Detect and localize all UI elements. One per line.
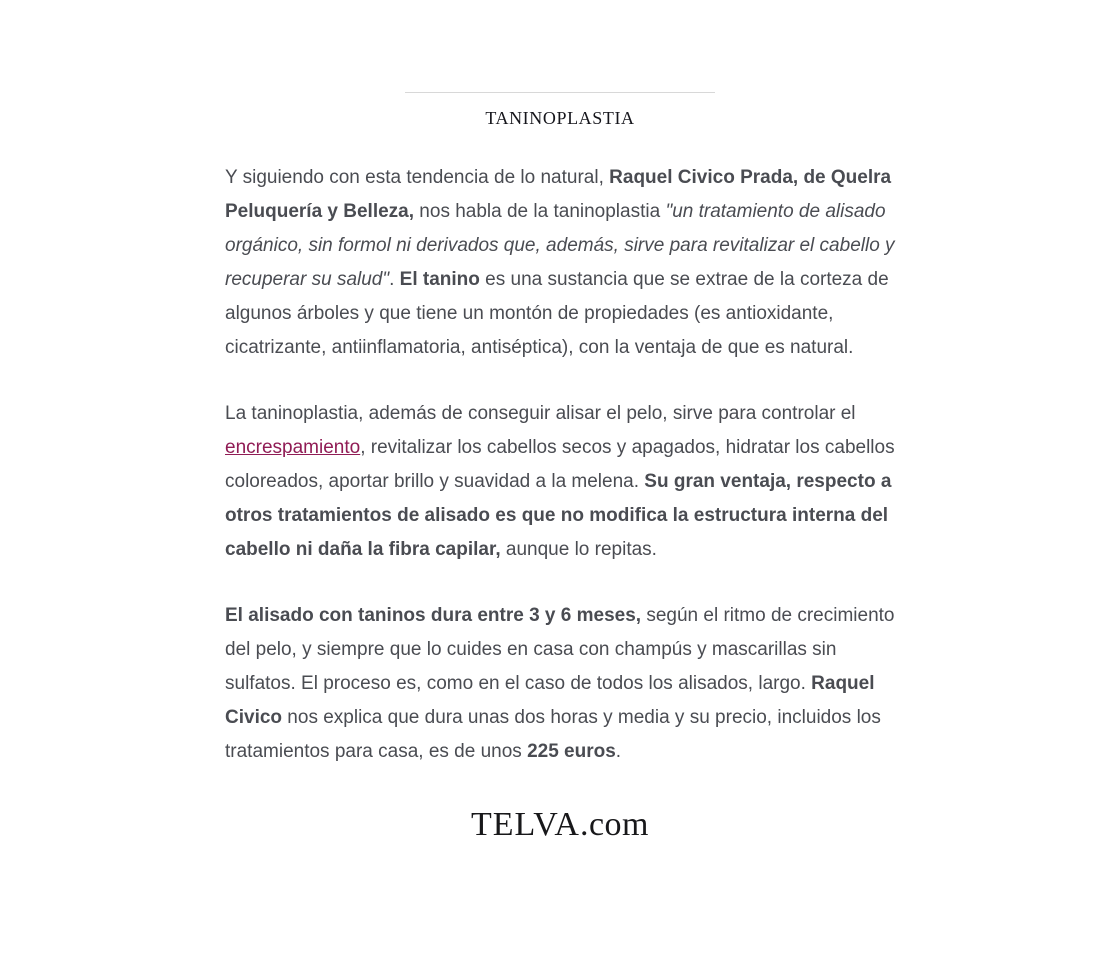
bold-run-tanino: El tanino [399, 269, 480, 290]
bold-run-duracion: El alisado con taninos dura entre 3 y 6 meses, [225, 605, 642, 626]
text-run: , revitalizar los cabellos secos y apagados, hidratar los cabellos coloreados, aportar brillo y suavidad a la melena. [225, 437, 895, 492]
text-run: según el ritmo de crecimiento del pelo, y siempre que lo cuides en casa con champús y mascarillas sin sulfatos. El proceso es, como en el caso de todos los alisados, largo. [225, 605, 895, 694]
text-run: nos explica que dura unas dos horas y media y su precio, incluidos los tratamientos para casa, es de unos [225, 707, 881, 762]
bold-run-precio: 225 euros [527, 741, 616, 762]
text-run: es una sustancia que se extrae de la corteza de algunos árboles y que tiene un montón de propiedades (es antioxidante, cicatrizante, antiinflamatoria, antiséptica), con la ventaja de que es natural. [225, 269, 889, 358]
text-run: Y siguiendo con esta tendencia de lo natural, [225, 167, 610, 188]
italic-quote-run: "un tratamiento de alisado orgánico, sin formol ni derivados que, además, sirve para revitalizar el cabello y recuperar su salud" [225, 201, 895, 290]
text-run: . [615, 741, 622, 762]
bold-run-ventaja: Su gran ventaja, respecto a otros tratamientos de alisado es que no modifica la estructura interna del cabello ni daña la fibra capilar, [225, 471, 892, 560]
article-paragraph-2 [225, 397, 895, 567]
text-run: aunque lo repitas. [500, 539, 657, 560]
article-body [225, 161, 895, 769]
encrespamiento-link[interactable]: encrespamiento [225, 437, 361, 458]
article-paragraph-3 [225, 599, 895, 769]
bold-run-raquel-civico: Raquel Civico [225, 673, 875, 728]
telva-logo [0, 805, 1120, 845]
section-divider [405, 92, 715, 93]
article-paragraph-1 [225, 161, 895, 365]
bold-run-names: Raquel Civico Prada, de Quelra Peluquería y Belleza, [225, 167, 892, 222]
text-run: . [389, 269, 400, 290]
telva-logo-suffix: .com [579, 806, 649, 843]
telva-logo-main: TELVA [471, 806, 580, 843]
text-run: La taninoplastia, además de conseguir alisar el pelo, sirve para controlar el [225, 403, 856, 424]
text-run: nos habla de la taninoplastia [414, 201, 666, 222]
section-heading: TANINOPLASTIA [485, 108, 635, 128]
